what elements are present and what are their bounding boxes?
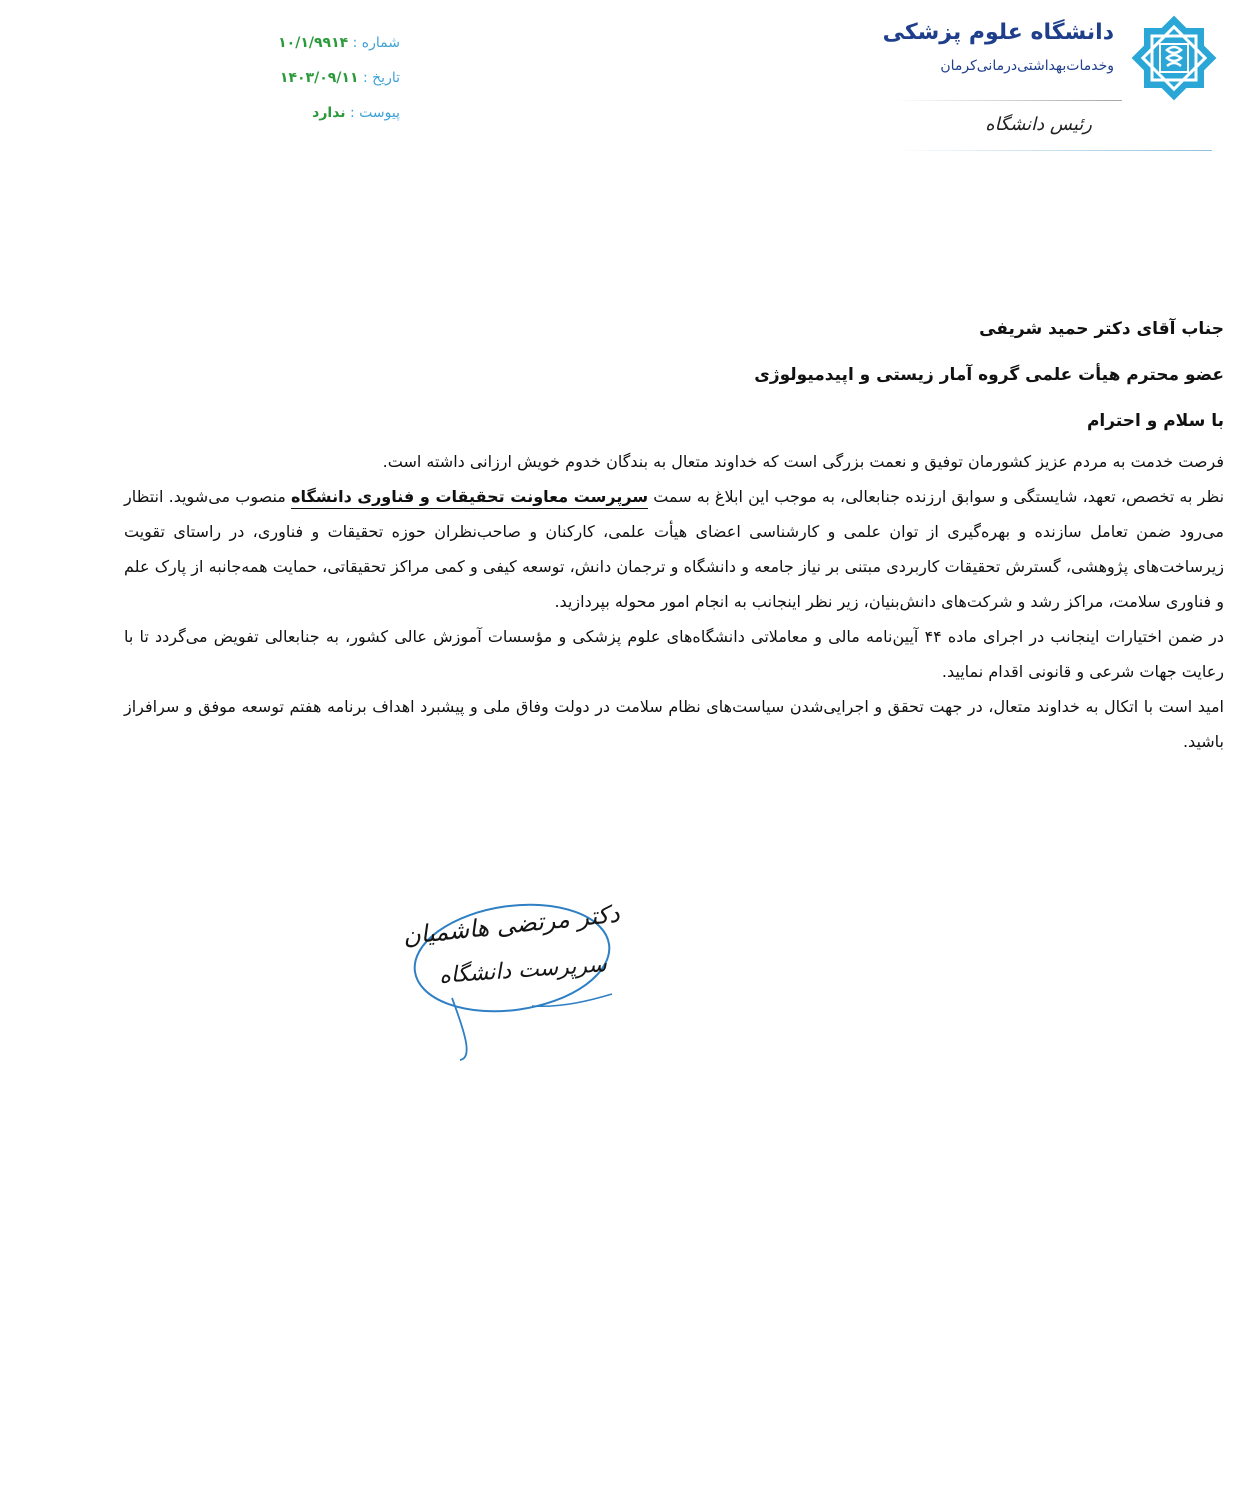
letter-date-value: ۱۴۰۳/۰۹/۱۱ <box>279 70 359 86</box>
letter-date-row <box>230 61 400 96</box>
letter-attachment-label: پیوست : <box>350 105 400 121</box>
paragraph-3: در ضمن اختیارات اینجانب در اجرای ماده ۴۴ آیین‌نامه مالی و معاملاتی دانشگاه‌های علوم پزشکی و مؤسسات آموزش عالی کشور، به جنابعالی تفویض می‌گردد تا با رعایت جهات شرعی و قانونی اقدام نمایید. <box>124 627 1224 681</box>
signature-name: دکتر مرتضی هاشمیان <box>401 899 621 951</box>
signature-block <box>401 888 622 1063</box>
letter-attachment-value: ندارد <box>312 105 346 121</box>
paragraph-2-rest: منصوب می‌شوید. انتظار می‌رود ضمن تعامل سازنده و بهره‌گیری از توان علمی و کارشناسی اعضای هیأت علمی، کارکنان و صاحب‌نظران حوزه تحقیقات و فناوری، در راستای تقویت زیرساخت‌های پژوهشی، گسترش تحقیقات کاربردی مبتنی بر نیاز جامعه و دانشگاه و ترجمان دانش، توسعه کیفی و کمی مراکز تحقیقاتی، حمایت همه‌جانبه از پارک علم و فناوری سلامت، مراکز رشد و شرکت‌های دانش‌بنیان، زیر نظر اینجانب به انجام امور محوله بپردازید. <box>124 487 1224 611</box>
kerman-university-emblem-icon <box>1122 6 1226 110</box>
letter-body <box>124 306 1224 759</box>
signature-title: سرپرست دانشگاه <box>438 952 608 989</box>
university-name: دانشگاه علوم پزشکی <box>882 20 1114 45</box>
paragraph-4: امید است با اتکال به خداوند متعال، در جهت تحقق و اجرایی‌شدن سیاست‌های نظام سلامت در دولت وفاق ملی و پیشبرد اهداف برنامه هفتم توسعه موفق و سرافراز باشید. <box>124 697 1224 751</box>
appointment-position: سرپرست معاونت تحقیقات و فناوری دانشگاه <box>291 487 648 509</box>
letter-meta <box>230 26 400 131</box>
recipient-title: عضو محترم هیأت علمی گروه آمار زیستی و اپیدمیولوژی <box>754 365 1224 385</box>
header-bottom-divider <box>892 150 1212 151</box>
office-title: رئیس دانشگاه <box>985 114 1092 135</box>
header-divider <box>892 100 1122 101</box>
greeting: با سلام و احترام <box>1086 411 1224 431</box>
letter-number-value: ۱۰/۱/۹۹۱۴ <box>278 35 349 51</box>
recipient-name: جناب آقای دکتر حمید شریفی <box>979 319 1224 339</box>
letter-number-row <box>230 26 400 61</box>
university-subtitle: وخدمات‌بهداشتی‌درمانی‌کرمان <box>940 58 1114 74</box>
letter-number-label: شماره : <box>352 35 400 51</box>
letter-attachment-row <box>230 96 400 131</box>
paragraph-2 <box>124 479 1224 619</box>
paragraph-1: فرصت خدمت به مردم عزیز کشورمان توفیق و نعمت بزرگی است که خداوند متعال به بندگان خدوم خویش ارزانی داشته است. <box>382 452 1224 471</box>
letter-date-label: تاریخ : <box>362 70 400 86</box>
paragraph-2-start: نظر به تخصص، تعهد، شایستگی و سوابق ارزنده جنابعالی، به موجب این ابلاغ به سمت <box>648 487 1225 506</box>
letterhead-logo-block <box>882 0 1232 160</box>
